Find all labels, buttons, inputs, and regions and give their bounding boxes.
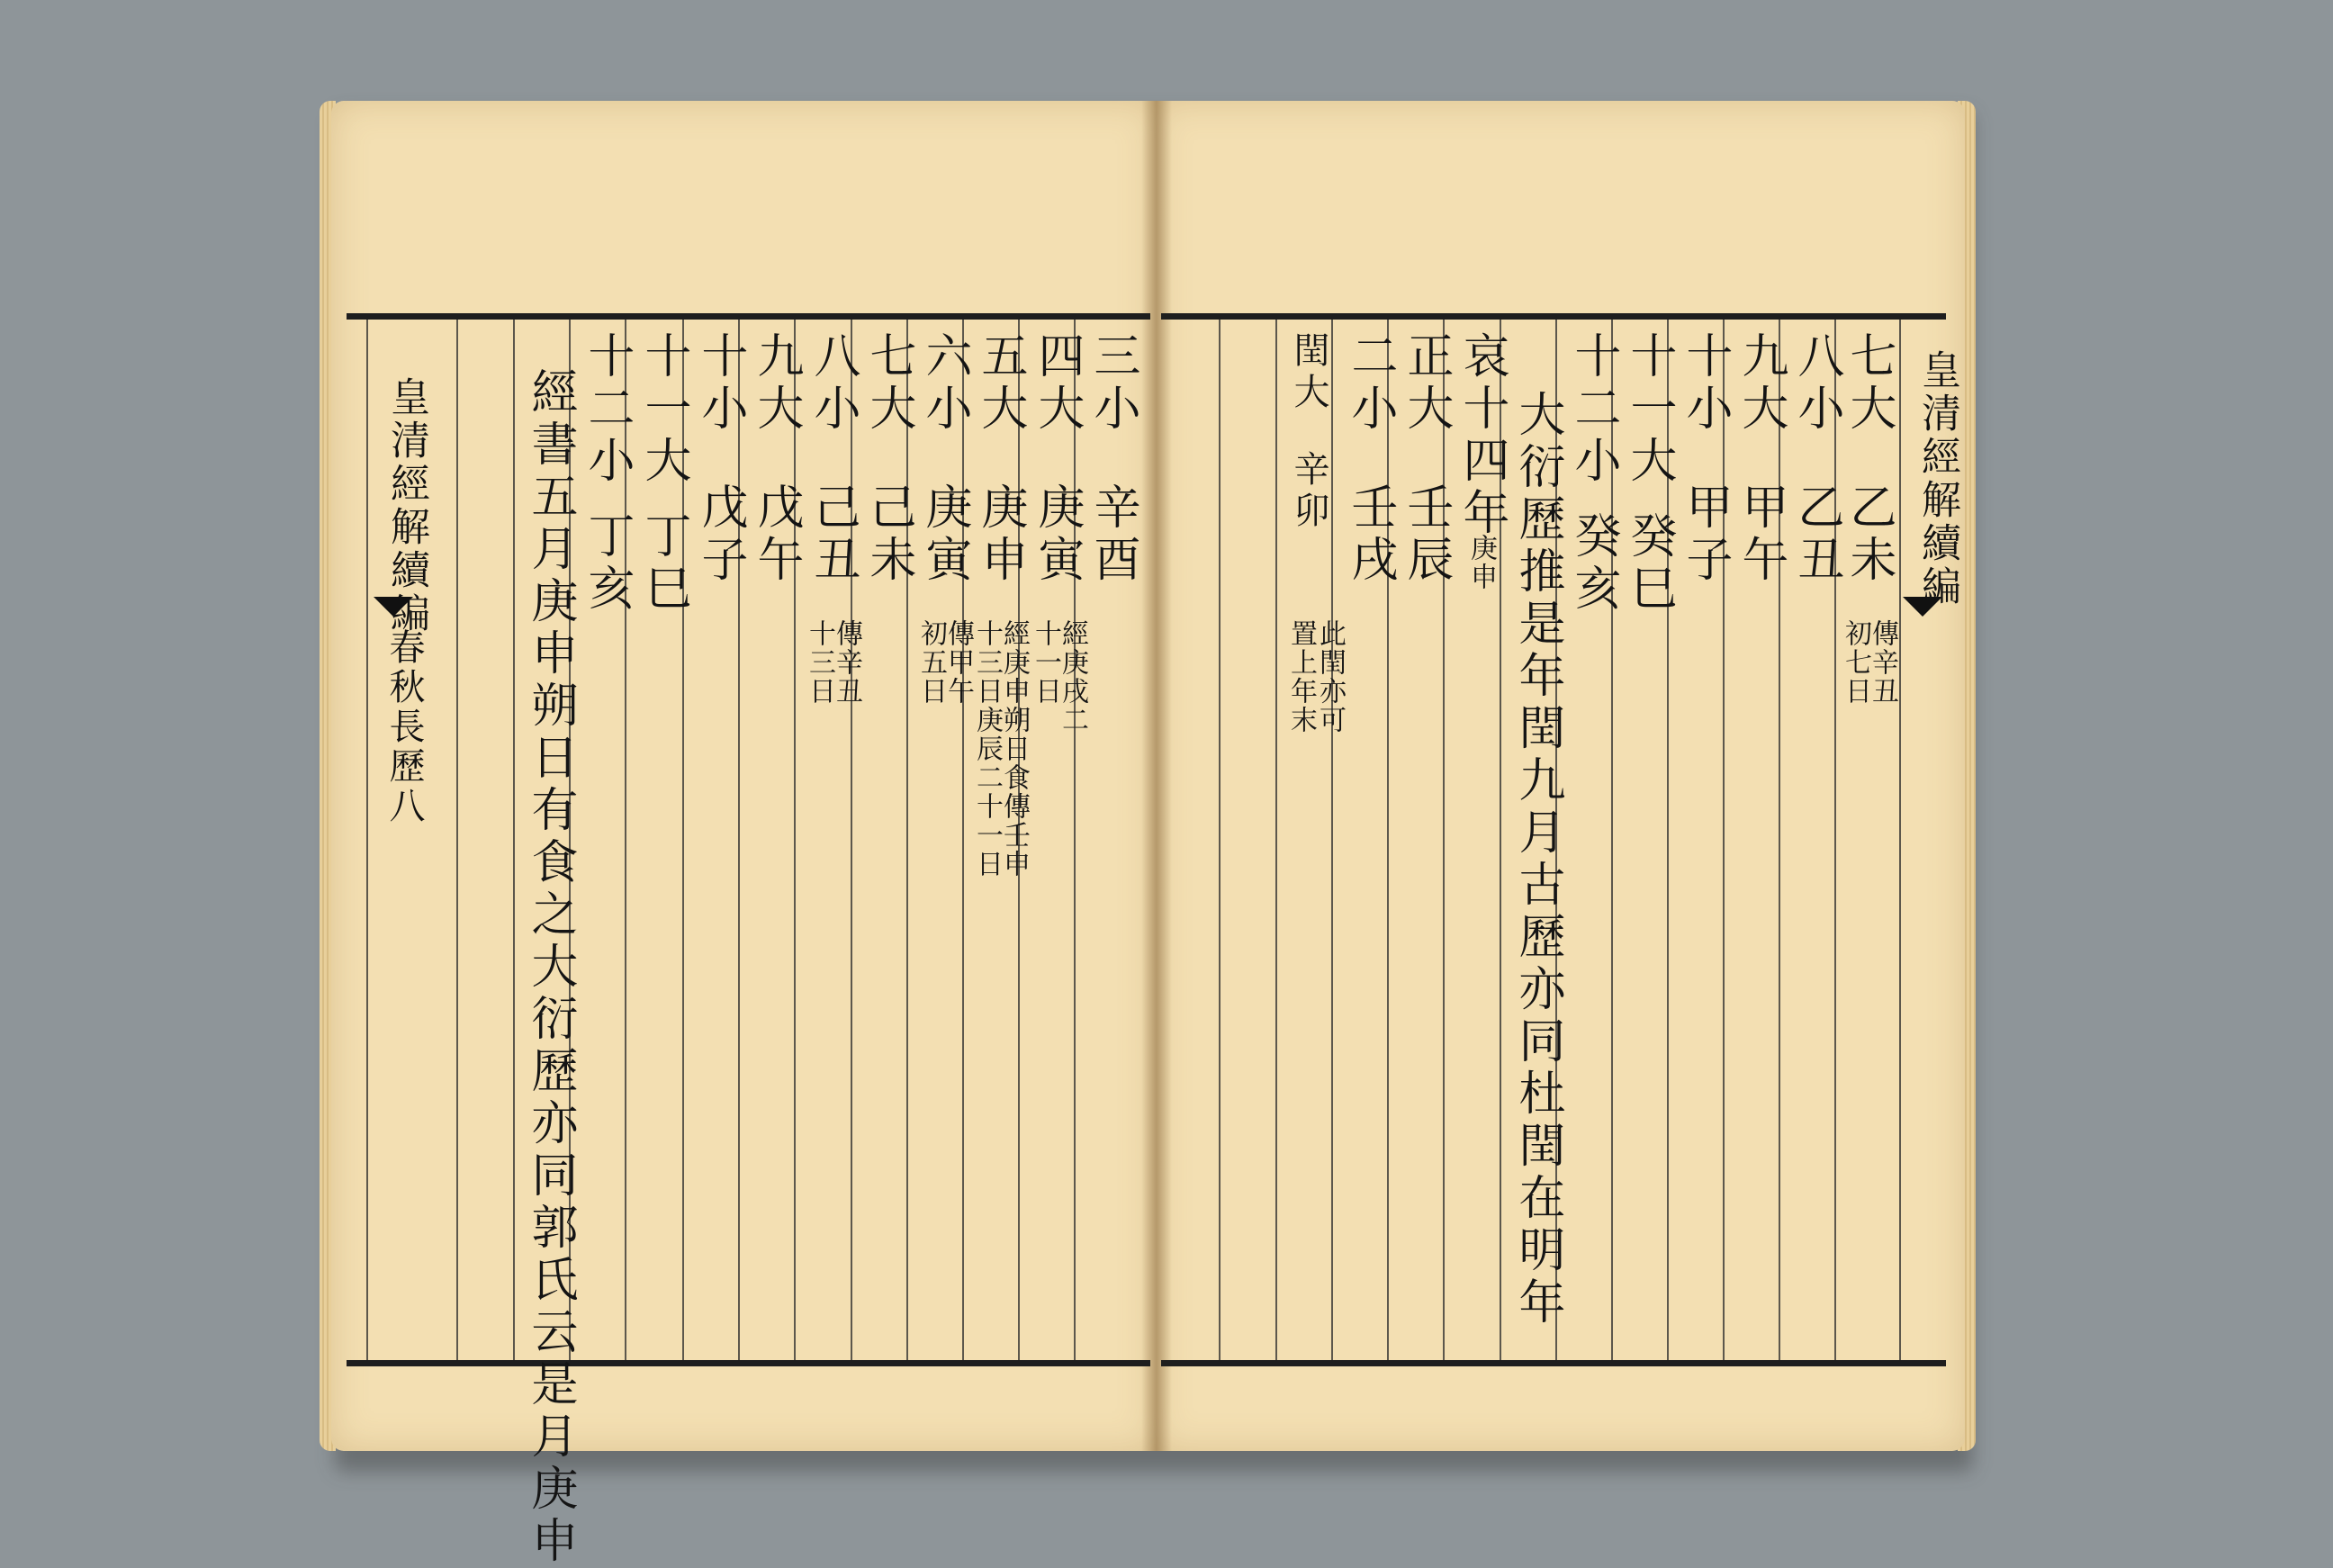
row-note-0b: 初七日 (1840, 619, 1871, 706)
column-rule (1899, 320, 1901, 1360)
commentary-column: 大衍歷推是年閏九月古歷亦同杜閏在明年 (1510, 390, 1564, 1329)
row-note-2b: 十三日庚辰二十一日 (971, 619, 1003, 879)
margin-chapter: 春秋長歷八 (383, 628, 425, 826)
column-rule (513, 320, 515, 1360)
right-page-frame (1161, 313, 1960, 1366)
bottom-rule (347, 1360, 1150, 1366)
fishtail-mark (374, 597, 413, 617)
fishtail-mark (1903, 597, 1942, 617)
month-row2-1: 二小壬戌 (1343, 331, 1397, 587)
bottom-rule (1161, 1360, 1946, 1366)
month-row-4: 七大己未 (861, 331, 915, 587)
month-row-2: 九大甲午 (1734, 331, 1788, 587)
month-row-2: 五大庚申 (973, 331, 1027, 587)
column-rule (366, 320, 368, 1360)
row-note-2a: 經庚申朔日食傳壬申 (998, 619, 1030, 879)
year-heading-note: 庚申 (1465, 534, 1497, 591)
row-note-5b: 十三日 (804, 619, 835, 706)
month-row-6: 九大戊午 (749, 331, 803, 587)
margin-title: 皇清經解續編 (383, 376, 429, 635)
margin-title: 皇清經解續編 (1914, 349, 1960, 608)
row-note-1a: 經庚戌二 (1057, 619, 1088, 734)
row2-note-2b: 置上年末 (1285, 619, 1317, 734)
month-row-5: 八小己丑 (806, 331, 860, 587)
row2-note-2a: 此閏亦可 (1314, 619, 1346, 734)
month-row-7: 十小戊子 (693, 331, 747, 587)
month-row-0: 七大乙未 (1842, 331, 1896, 587)
row-note-0a: 傳辛丑 (1867, 619, 1898, 706)
month-row-1: 八小乙丑 (1789, 331, 1843, 587)
month-row2-2: 閏大辛卯 (1288, 331, 1329, 533)
top-rule (1161, 313, 1946, 320)
commentary-column: 經書五月庚申朔日有食之大衍歷亦同郭氏云是月庚申 (523, 367, 577, 1568)
month-row-8: 十一大丁巳 (636, 331, 690, 616)
year-heading: 哀十四年 (1455, 331, 1509, 540)
month-row-3: 十小甲子 (1678, 331, 1732, 587)
top-rule (347, 313, 1150, 320)
month-row-3: 六小庚寅 (917, 331, 971, 587)
row-note-5a: 傳辛丑 (831, 619, 862, 706)
column-rule (1331, 320, 1333, 1360)
column-rule (1275, 320, 1277, 1360)
left-page-frame (347, 313, 1150, 1568)
month-row-4: 十一大癸巳 (1622, 331, 1676, 616)
month-row-1: 四大庚寅 (1030, 331, 1084, 587)
row-note-3b: 初五日 (915, 619, 947, 706)
month-row-5: 十二小癸亥 (1566, 331, 1620, 616)
column-rule (456, 320, 458, 1360)
column-rule (1219, 320, 1221, 1360)
month-row2-0: 正大壬辰 (1399, 331, 1453, 587)
month-row-9: 十二小丁亥 (580, 331, 634, 616)
row-note-3a: 傳甲午 (942, 619, 974, 706)
row-note-1b: 十一日 (1030, 619, 1061, 706)
month-row-0: 三小辛酉 (1085, 331, 1139, 587)
